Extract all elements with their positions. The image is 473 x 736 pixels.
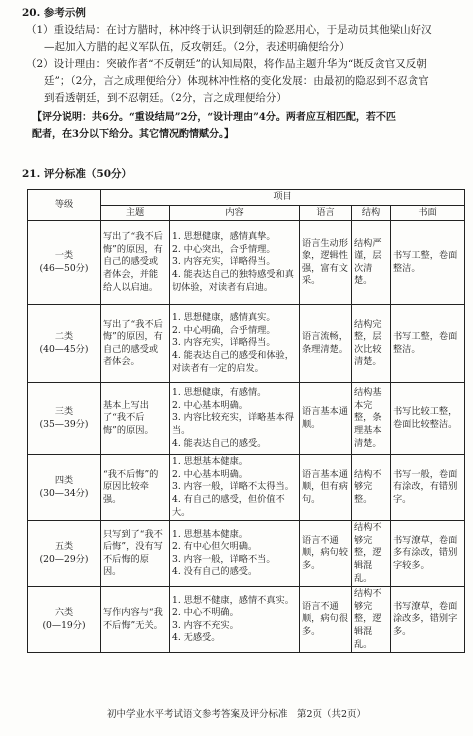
writing-cell: 书写潦草，卷面多有涂改，错别字较多。 (391, 521, 465, 587)
header-language: 语言 (300, 205, 352, 221)
q20-part2-line3: 到看透朝廷，到不忍朝廷。（2分，言之成理便给分） (44, 92, 287, 104)
writing-cell: 书写工整，卷面整洁。 (391, 221, 465, 305)
level-cell: 六类 (0—19分) (42, 607, 86, 631)
writing-cell: 书写工整，卷面整洁。 (391, 305, 465, 383)
table-row-grade1 (28, 221, 465, 305)
structure-cell: 结构不够完整。 (352, 455, 391, 521)
language-cell: 语言不通顺，病句很多。 (300, 587, 352, 653)
q20-part1-line1: （1）重设结局：在讨方腊时，林冲终于认识到朝廷的险恶用心，于是动员其他梁山好汉 (26, 24, 432, 36)
table-row-grade4 (28, 455, 465, 521)
theme-cell: 写作内容与“我不后悔”无关。 (101, 587, 170, 653)
theme-cell: 写出了“我不后悔”的原因，有自己的感受或者体会。 (101, 305, 170, 383)
language-cell: 语言基本通顺，但有病句。 (300, 455, 352, 521)
structure-cell: 结构完整，层次比较清楚。 (352, 305, 391, 383)
q21-title: 21. 评分标准（50分） (22, 168, 133, 180)
table-row-grade3 (28, 383, 465, 455)
theme-cell: 写出了“我不后悔”的原因，有自己的感受或者体会，并能给人以启迪。 (101, 221, 170, 305)
content-cell: 1. 思想健康，有感情。 2. 中心基本明确。 3. 内容比较充实，详略基本得当。 4. 能表达自己的感受。 (172, 387, 294, 449)
content-cell: 1. 思想健康，感情真实。 2. 中心明确，合乎情理。 3. 内容充实，详略得当。 4. 能表达自己的感受和体验，对读者有一定的启发。 (172, 312, 294, 374)
header-writing: 书面 (391, 205, 465, 221)
content-cell: 1. 思想基本健康。 2. 有中心但欠明确。 3. 内容一般，详略不当。 4. 没有自己的感受。 (172, 528, 276, 578)
level-cell: 四类 (30—34分) (39, 475, 89, 499)
writing-cell: 书写比较工整，卷面比较整洁。 (391, 383, 465, 455)
content-cell: 1. 思想不健康，感情不真实。 2. 中心不明确。 3. 内容不充实。 4. 无感受。 (172, 594, 294, 644)
content-cell: 1. 思想健康，感情真挚。 2. 中心突出，合乎情理。 3. 内容充实，详略得当。 4. 能表达自己的独特感受和真切体验，对读者有启迪。 (172, 231, 294, 293)
structure-cell: 结构不够完整，逻辑混乱。 (352, 521, 391, 587)
table-row-grade6 (28, 587, 465, 653)
content-cell: 1. 思想基本健康。 2. 中心基本明确。 3. 内容一般，详略不太得当。 4. 有自己的感受，但价值不大。 (172, 456, 294, 518)
writing-cell: 书写潦草，卷面涂改多，错别字多。 (391, 587, 465, 653)
language-cell: 语言流畅，条理清楚。 (300, 305, 352, 383)
q20-part2-line2: 廷”；（2分，言之成理便给分）体现林冲性格的变化发展：由最初的隐忍到不忍贪官 (44, 75, 429, 87)
header-content: 内容 (170, 205, 300, 221)
header-level: 等级 (28, 190, 101, 221)
q20-scoring-note-line2: 配者，在3分以下给分。其它情况酌情赋分。】 (32, 129, 234, 140)
q20-part2-line1: （2）设计理由：突破作者“不反朝廷”的认知局限，将作品主题升华为“既反贪官又反朝 (26, 58, 427, 70)
level-cell: 五类 (20—29分) (39, 541, 89, 565)
writing-cell: 书写一般，卷面有涂改，有错别字。 (391, 455, 465, 521)
level-cell: 二类 (40—45分) (39, 331, 89, 355)
level-cell: 一类 (46—50分) (39, 250, 89, 274)
structure-cell: 结构不够完整，逻辑混乱。 (352, 587, 391, 653)
header-structure: 结构 (352, 205, 391, 221)
grading-table (27, 189, 465, 653)
structure-cell: 结构基本完整，条理基本清楚。 (352, 383, 391, 455)
table-row-grade2 (28, 305, 465, 383)
language-cell: 语言生动形象，逻辑性强，富有文采。 (300, 221, 352, 305)
header-theme: 主题 (101, 205, 170, 221)
language-cell: 语言基本通顺。 (300, 383, 352, 455)
theme-cell: 只写到了“我不后悔”，没有写不后悔的原因。 (101, 521, 170, 587)
theme-cell: 基本上写出了“我不后悔”的原因。 (101, 383, 170, 455)
q20-part1-line2: —起加入方腊的起义军队伍，反攻朝廷。（2分，表述明确便给分） (44, 41, 350, 53)
q20-title: 20. 参考示例 (22, 7, 86, 19)
language-cell: 语言不通顺，病句较多。 (300, 521, 352, 587)
level-cell: 三类 (35—39分) (39, 406, 89, 430)
table-row-grade5 (28, 521, 465, 587)
structure-cell: 结构严谨，层次清楚。 (352, 221, 391, 305)
page-footer: 初中学业水平考试语文参考答案及评分标准 第2页（共2页） (106, 709, 367, 720)
theme-cell: “我不后悔”的原因比较牵强。 (101, 455, 170, 521)
header-project: 项目 (101, 190, 465, 206)
q20-scoring-note-line1: 【评分说明：共6分。“重设结局”2分，“设计理由”4分。两者应互相匹配，若不匹 (32, 112, 396, 123)
